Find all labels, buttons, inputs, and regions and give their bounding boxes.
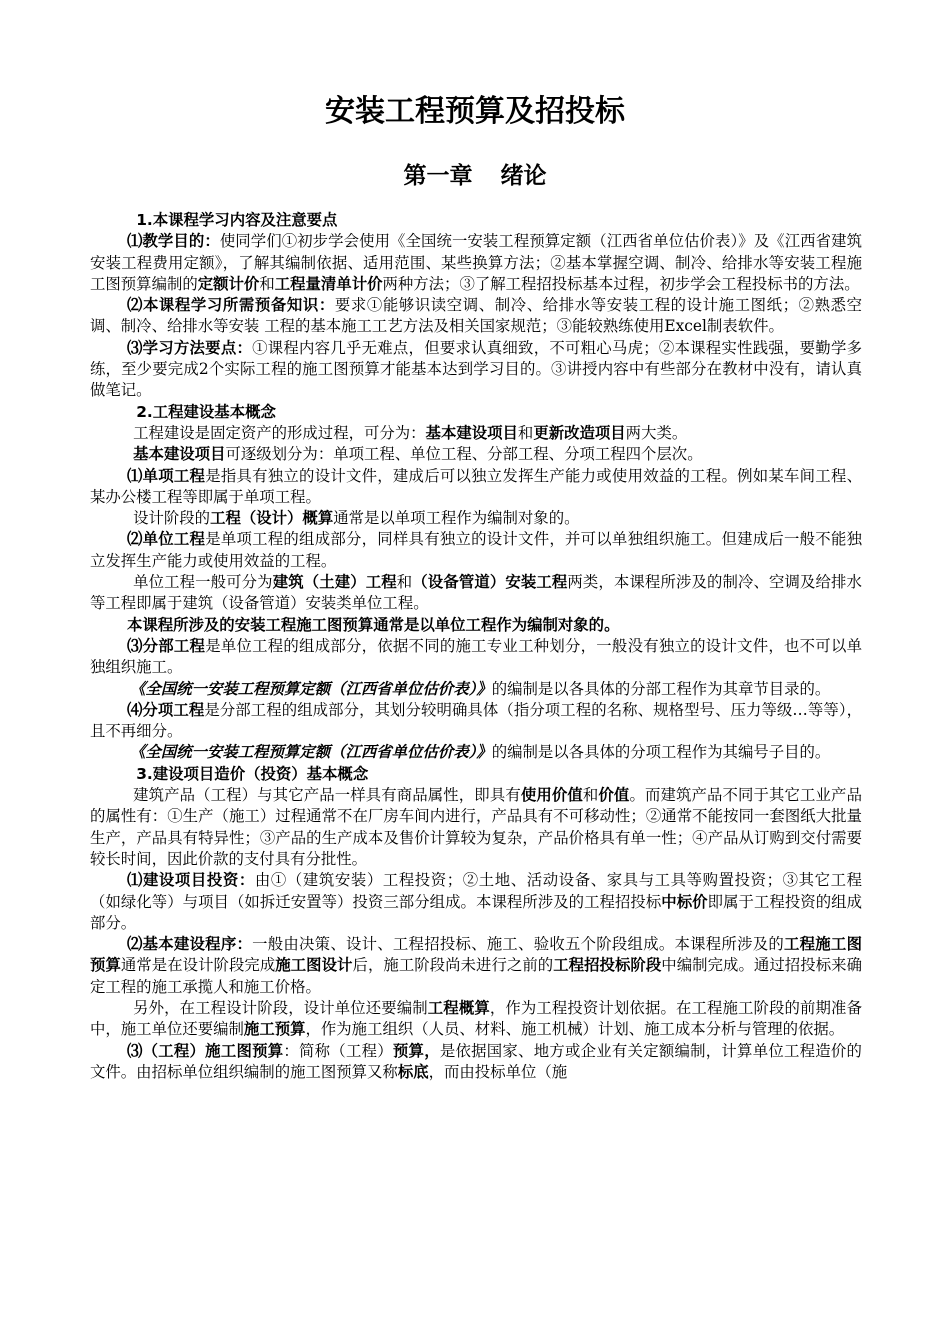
bold-term: 施工预算	[243, 1020, 306, 1039]
bold-term: 《全国统一安装工程预算定额（江西省单位估价表）》	[130, 679, 492, 698]
text-run: 通常是以单项工程作为编制对象的。	[333, 509, 580, 528]
text-run: 两种方法；③了解工程招投标基本过程，初步学会工程投标书的方法。	[382, 274, 860, 293]
text-run: 和	[517, 423, 534, 442]
paragraph-quota-chapters	[90, 679, 862, 700]
bold-term: ⑴教学目的：	[126, 232, 220, 251]
text-run: 和	[582, 786, 599, 805]
bold-term: ⑵本课程学习所需预备知识：	[126, 296, 335, 315]
text-run: 是单项工程的组成部分，同样具有独立的设计文件，并可以单独组织施工。但建成后一般不能独立发挥生产能力或使用效益的工程。	[90, 530, 862, 570]
bold-term: 使用价值	[520, 786, 583, 805]
paragraph-levels	[90, 444, 862, 465]
bold-term: 基本建设项目	[425, 423, 518, 442]
text-run: 通常是在设计阶段完成	[120, 956, 276, 975]
text-run: 要求①能够识读空调、制冷、给排水等安装工程的设计施工图纸；②熟悉空调、制冷、给排水等安装 工程的基本施工工艺方法及相关国家规范；③能较熟练使用Excel制表软件。	[90, 296, 862, 336]
text-run: 可逐级划分为：单项工程、单位工程、分部工程、分项工程四个层次。	[225, 445, 703, 464]
paragraph-unit-project	[90, 529, 862, 572]
paragraph-drawing-budget	[90, 1041, 862, 1084]
paragraph-teaching-goal	[90, 231, 862, 295]
paragraph-construction-def	[90, 423, 862, 444]
text-run: 即属于工程投资的组成部分。	[90, 892, 862, 932]
bold-term: 价值	[598, 786, 630, 805]
paragraph-study-method	[90, 338, 862, 402]
bold-term: 中标价	[661, 892, 708, 911]
paragraph-bold-statement	[90, 615, 862, 636]
bold-term: 工程概算	[427, 998, 490, 1017]
bold-term: ⑶（工程）	[126, 1041, 206, 1060]
bold-statement: 本课程所涉及的安装工程施工图预算通常是以单位工程作为编制对象的。	[126, 615, 620, 634]
document-body	[90, 210, 862, 1083]
bold-term: 标底	[397, 1062, 429, 1081]
paragraph-procedure	[90, 934, 862, 998]
text-run: 设计阶段的	[133, 509, 211, 528]
bold-term: 工程量清单计价	[274, 274, 383, 293]
bold-term: 《全国统一安装工程预算定额（江西省单位估价表）》	[130, 743, 492, 762]
paragraph-estimates	[90, 998, 862, 1041]
text-run: ：简称（工程）	[283, 1041, 393, 1060]
paragraph-design-estimate	[90, 508, 862, 529]
text-run: 由①（建筑安装）工程投资；②土地、活动设备、家具与工具等购置投资；③其它工程（如绿化等）与项目（如拆迁安置等）投资三部分组成。本课程所涉及的工程招投标	[90, 871, 862, 911]
text-run: 是单位工程的组成部分，依据不同的施工专业工种划分，一般没有独立的设计文件，也不可以单独组织施工。	[90, 636, 862, 677]
text-run: ，作为工程投资计划依据。在工程施工阶段的前期准备中，施工单位还要编制	[90, 998, 862, 1039]
text-run: 后，施工阶段尚未进行之前的	[352, 956, 554, 975]
text-run: 的编制是以各具体的分部工程作为其章节目录的。	[491, 679, 831, 698]
bold-term: 基本建设项目	[133, 445, 226, 464]
section-heading-2: 2.工程建设基本概念	[136, 402, 276, 421]
paragraph-single-project	[90, 466, 862, 509]
bold-term: 预算，	[392, 1041, 440, 1060]
text-run: 的编制是以各具体的分项工程作为其编号子目的。	[491, 743, 831, 762]
section-heading-3: 3.建设项目造价（投资）基本概念	[136, 764, 369, 783]
text-run: 两类，本课程所涉及的制冷、空调及给排水等工程即属于建筑（设备管道）安装类单位工程。	[90, 573, 862, 613]
text-run: ，而由投标单位（施	[428, 1062, 568, 1081]
bold-term: （设备管道）安装工程	[412, 573, 568, 592]
chapter-name: 绪论	[500, 163, 547, 189]
paragraph-investment	[90, 870, 862, 934]
text-run: 是依据国家、地方或企业有关定额编制，计算单位工程造价的文件。由招标单位组织编制的施工图预算又称	[90, 1041, 862, 1081]
text-run: 是分部工程的组成部分，其划分较明确具体（指分项工程的名称、规格型号、压力等级…等等），且不再细分。	[90, 700, 862, 741]
text-run: 两大类。	[625, 423, 688, 442]
text-run: ，作为施工组织（人员、材料、施工机械）计划、施工成本分析与管理的依据。	[305, 1020, 845, 1039]
bold-term: 工程施工图预算	[90, 935, 862, 975]
bold-term: 工程（设计）概算	[210, 509, 334, 528]
bold-term: ⑶学习方法要点：	[126, 338, 253, 357]
paragraph-unit-types	[90, 572, 862, 615]
chapter-heading	[0, 160, 950, 192]
text-run: 单位工程一般可分为	[133, 573, 273, 592]
chapter-number: 第一章	[403, 163, 473, 189]
bold-term: 工程招投标阶段	[553, 956, 662, 975]
paragraph-product-attributes	[90, 785, 862, 870]
bold-term: ⑴建设项目投资：	[126, 871, 255, 890]
bold-term: 更新改造项目	[533, 423, 626, 442]
bold-term: ⑵单位工程	[126, 530, 206, 549]
paragraph-division-project	[90, 636, 862, 679]
text-run: 。而建筑产品不同于其它工业产品的属性有：①生产（施工）过程通常不在厂房车间内进行，产品具有不可移动性；②通常不能按同一套图纸大批量生产，产品具有特异性；③产品的生产成本及售价计算较为复杂，产品价格具有单一性；④产品从订购到交付需要较长时间，因此价款的支付具有分批性。	[90, 786, 862, 868]
text-run: ①课程内容几乎无难点，但要求认真细致，不可粗心马虎；②本课程实性践强，要勤学多练，至少要完成2个实际工程的施工图预算才能基本达到学习目的。③讲授内容中有些部分在教材中没有，请认真做笔记。	[90, 338, 862, 400]
bold-term: 施工图预算	[205, 1041, 284, 1060]
text-run: 另外，在工程设计阶段，设计单位还要编制	[133, 998, 428, 1017]
bold-term: ⑶分部工程	[126, 636, 206, 655]
section-heading-1: 1.本课程学习内容及注意要点	[136, 211, 338, 229]
text-run: 和	[396, 573, 413, 592]
paragraph-quota-items	[90, 742, 862, 763]
bold-term: 建筑（土建）工程	[272, 573, 397, 592]
text-run: 使同学们①初步学会使用《全国统一安装工程预算定额（江西省单位估价表）》及《江西省建筑安装工程费用定额》，了解其编制依据、适用范围、某些换算方法；②基本掌握空调、制冷、给排水等安装工程施工图预算编制的	[90, 232, 862, 293]
text-run: 中编制完成。通过招投标来确定工程的施工承揽人和施工价格。	[90, 956, 862, 996]
bold-term: ⑵基本建设程序：	[126, 935, 253, 954]
text-run: 工程建设是固定资产的形成过程，可分为：	[133, 423, 426, 442]
paragraph-item-project	[90, 700, 862, 743]
document-title: 安装工程预算及招投标	[325, 94, 625, 129]
text-run: 一般由决策、设计、工程招投标、施工、验收五个阶段组成。本课程所涉及的	[252, 935, 784, 954]
bold-term: ⑷分项工程	[126, 700, 205, 719]
bold-term: 施工图设计	[275, 956, 353, 975]
text-run: 建筑产品（工程）与其它产品一样具有商品属性，即具有	[133, 786, 521, 805]
bold-term: ⑴单项工程	[126, 466, 206, 485]
paragraph-prerequisites	[90, 295, 862, 338]
text-run: 是指具有独立的设计文件，建成后可以独立发挥生产能力或使用效益的工程。例如某车间工程、某办公楼工程等即属于单项工程。	[90, 466, 862, 506]
text-run: 和	[259, 274, 275, 293]
bold-term: 定额计价	[197, 274, 260, 293]
